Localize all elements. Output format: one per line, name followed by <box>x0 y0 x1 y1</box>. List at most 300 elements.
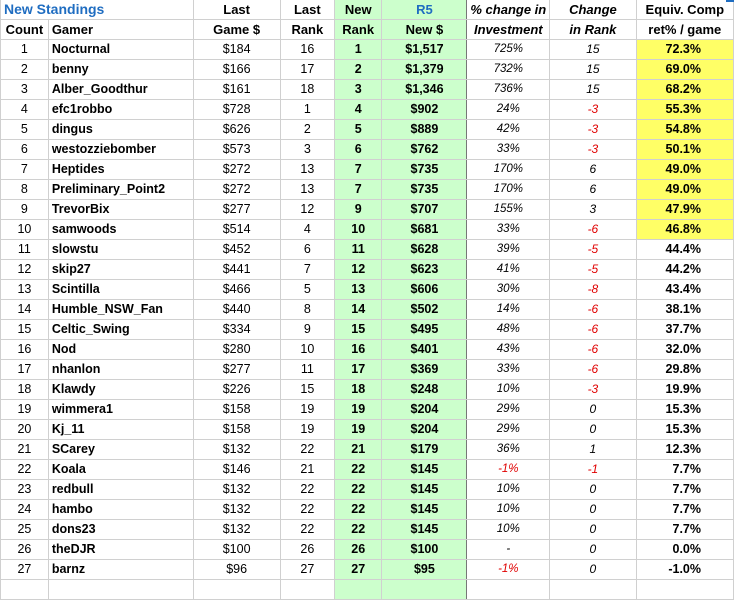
table-row <box>1 500 734 520</box>
cell-last-game: $573 <box>193 140 280 160</box>
cell-last-rank: 1 <box>280 100 334 120</box>
cell-new-rank: 3 <box>334 80 382 100</box>
cell-gamer: Klawdy <box>48 380 193 400</box>
cell-equiv: 54.8% <box>636 120 733 140</box>
cell-count: 2 <box>1 60 49 80</box>
empty-cell <box>48 580 193 600</box>
cell-new-money: $1,517 <box>382 40 467 60</box>
table-row <box>1 340 734 360</box>
cell-count: 20 <box>1 420 49 440</box>
cell-gamer: Celtic_Swing <box>48 320 193 340</box>
cell-change-rank: -3 <box>550 140 636 160</box>
cell-last-rank: 22 <box>280 480 334 500</box>
table-row <box>1 300 734 320</box>
cell-gamer: Nod <box>48 340 193 360</box>
header-last-game-line2: Game $ <box>193 20 280 40</box>
cell-last-rank: 17 <box>280 60 334 80</box>
table-row <box>1 440 734 460</box>
cell-count: 12 <box>1 260 49 280</box>
cell-change-rank: -3 <box>550 380 636 400</box>
cell-count: 5 <box>1 120 49 140</box>
cell-last-rank: 4 <box>280 220 334 240</box>
empty-cell <box>1 580 49 600</box>
header-last-rank-line1: Last <box>280 0 334 20</box>
cell-new-rank: 10 <box>334 220 382 240</box>
cell-gamer: Heptides <box>48 160 193 180</box>
cell-new-rank: 11 <box>334 240 382 260</box>
table-row <box>1 180 734 200</box>
header-pct-change-line1: % change in <box>467 0 550 20</box>
cell-count: 19 <box>1 400 49 420</box>
table-row <box>1 380 734 400</box>
cell-new-money: $145 <box>382 500 467 520</box>
cell-new-money: $145 <box>382 460 467 480</box>
cell-new-money: $179 <box>382 440 467 460</box>
cell-last-game: $441 <box>193 260 280 280</box>
cell-new-rank: 15 <box>334 320 382 340</box>
cell-change-rank: 3 <box>550 200 636 220</box>
cell-new-rank: 22 <box>334 480 382 500</box>
cell-new-rank: 26 <box>334 540 382 560</box>
header-row-2 <box>1 20 734 40</box>
cell-change-rank: 0 <box>550 400 636 420</box>
cell-equiv: 7.7% <box>636 500 733 520</box>
header-new-rank-line2: Rank <box>334 20 382 40</box>
table-row <box>1 280 734 300</box>
cell-new-rank: 19 <box>334 400 382 420</box>
cell-gamer: dingus <box>48 120 193 140</box>
cell-count: 14 <box>1 300 49 320</box>
cell-pct-change: 725% <box>467 40 550 60</box>
cell-equiv: 19.9% <box>636 380 733 400</box>
cell-last-game: $158 <box>193 400 280 420</box>
table-row <box>1 560 734 580</box>
cell-new-rank: 22 <box>334 460 382 480</box>
header-row-1 <box>1 0 734 20</box>
cell-new-money: $762 <box>382 140 467 160</box>
cell-last-game: $146 <box>193 460 280 480</box>
cell-new-rank: 14 <box>334 300 382 320</box>
table-row <box>1 60 734 80</box>
cell-last-game: $272 <box>193 160 280 180</box>
cell-last-rank: 3 <box>280 140 334 160</box>
cell-new-rank: 13 <box>334 280 382 300</box>
table-row <box>1 360 734 380</box>
cell-pct-change: 33% <box>467 360 550 380</box>
cell-pct-change: -1% <box>467 460 550 480</box>
header-last-game-line1: Last <box>193 0 280 20</box>
cell-last-rank: 27 <box>280 560 334 580</box>
cell-new-money: $401 <box>382 340 467 360</box>
cell-gamer: Kj_11 <box>48 420 193 440</box>
cell-new-money: $495 <box>382 320 467 340</box>
cell-change-rank: 6 <box>550 160 636 180</box>
cell-change-rank: 0 <box>550 480 636 500</box>
cell-equiv: 37.7% <box>636 320 733 340</box>
table-row <box>1 540 734 560</box>
cell-change-rank: 0 <box>550 420 636 440</box>
cell-new-money: $145 <box>382 480 467 500</box>
cell-change-rank: 15 <box>550 80 636 100</box>
cell-new-money: $1,346 <box>382 80 467 100</box>
cell-new-rank: 27 <box>334 560 382 580</box>
cell-change-rank: -6 <box>550 360 636 380</box>
cell-count: 7 <box>1 160 49 180</box>
cell-last-game: $280 <box>193 340 280 360</box>
cell-pct-change: 732% <box>467 60 550 80</box>
empty-cell <box>636 580 733 600</box>
cell-equiv: 72.3% <box>636 40 733 60</box>
cell-count: 11 <box>1 240 49 260</box>
cell-change-rank: 1 <box>550 440 636 460</box>
cell-change-rank: -3 <box>550 120 636 140</box>
cell-last-rank: 18 <box>280 80 334 100</box>
table-row <box>1 220 734 240</box>
table-row <box>1 120 734 140</box>
cell-pct-change: 33% <box>467 220 550 240</box>
cell-last-game: $132 <box>193 440 280 460</box>
cell-last-game: $452 <box>193 240 280 260</box>
cell-pct-change: 42% <box>467 120 550 140</box>
cell-last-rank: 26 <box>280 540 334 560</box>
blue-corner-accent <box>726 0 734 2</box>
table-row <box>1 480 734 500</box>
cell-gamer: theDJR <box>48 540 193 560</box>
cell-new-money: $707 <box>382 200 467 220</box>
header-change-rank-line1: Change <box>550 0 636 20</box>
cell-last-rank: 22 <box>280 500 334 520</box>
cell-gamer: nhanlon <box>48 360 193 380</box>
cell-gamer: Koala <box>48 460 193 480</box>
cell-last-game: $514 <box>193 220 280 240</box>
cell-change-rank: 15 <box>550 40 636 60</box>
cell-new-money: $623 <box>382 260 467 280</box>
table-row <box>1 80 734 100</box>
empty-cell <box>280 580 334 600</box>
cell-gamer: SCarey <box>48 440 193 460</box>
cell-new-money: $145 <box>382 520 467 540</box>
cell-last-rank: 5 <box>280 280 334 300</box>
cell-new-money: $369 <box>382 360 467 380</box>
cell-equiv: 44.2% <box>636 260 733 280</box>
cell-pct-change: 43% <box>467 340 550 360</box>
cell-new-money: $1,379 <box>382 60 467 80</box>
table-row <box>1 160 734 180</box>
table-row <box>1 260 734 280</box>
cell-new-money: $628 <box>382 240 467 260</box>
cell-equiv: 49.0% <box>636 180 733 200</box>
cell-gamer: Preliminary_Point2 <box>48 180 193 200</box>
empty-cell <box>334 580 382 600</box>
cell-new-rank: 9 <box>334 200 382 220</box>
table-title: New Standings <box>1 0 194 20</box>
cell-count: 21 <box>1 440 49 460</box>
cell-equiv: 43.4% <box>636 280 733 300</box>
cell-change-rank: -8 <box>550 280 636 300</box>
cell-last-game: $100 <box>193 540 280 560</box>
cell-change-rank: -6 <box>550 220 636 240</box>
cell-last-rank: 19 <box>280 400 334 420</box>
cell-pct-change: 29% <box>467 400 550 420</box>
cell-last-rank: 8 <box>280 300 334 320</box>
cell-last-game: $440 <box>193 300 280 320</box>
cell-change-rank: 0 <box>550 520 636 540</box>
cell-pct-change: 10% <box>467 380 550 400</box>
cell-pct-change: 29% <box>467 420 550 440</box>
empty-cell <box>382 580 467 600</box>
cell-gamer: benny <box>48 60 193 80</box>
empty-row <box>1 580 734 600</box>
cell-pct-change: - <box>467 540 550 560</box>
cell-pct-change: 36% <box>467 440 550 460</box>
cell-last-game: $166 <box>193 60 280 80</box>
cell-last-game: $277 <box>193 200 280 220</box>
cell-change-rank: -6 <box>550 300 636 320</box>
cell-new-rank: 7 <box>334 180 382 200</box>
header-r5-line1: R5 <box>382 0 467 20</box>
cell-last-game: $728 <box>193 100 280 120</box>
cell-count: 13 <box>1 280 49 300</box>
cell-change-rank: 0 <box>550 540 636 560</box>
cell-pct-change: 155% <box>467 200 550 220</box>
cell-last-game: $626 <box>193 120 280 140</box>
cell-change-rank: -3 <box>550 100 636 120</box>
cell-last-rank: 19 <box>280 420 334 440</box>
cell-last-game: $184 <box>193 40 280 60</box>
cell-new-money: $204 <box>382 420 467 440</box>
cell-count: 24 <box>1 500 49 520</box>
header-last-rank-line2: Rank <box>280 20 334 40</box>
cell-last-rank: 12 <box>280 200 334 220</box>
table-row <box>1 100 734 120</box>
cell-equiv: 44.4% <box>636 240 733 260</box>
cell-count: 23 <box>1 480 49 500</box>
cell-equiv: 68.2% <box>636 80 733 100</box>
cell-count: 16 <box>1 340 49 360</box>
cell-gamer: hambo <box>48 500 193 520</box>
cell-gamer: Nocturnal <box>48 40 193 60</box>
header-new-rank-line1: New <box>334 0 382 20</box>
cell-last-rank: 16 <box>280 40 334 60</box>
cell-count: 18 <box>1 380 49 400</box>
table-row <box>1 240 734 260</box>
cell-equiv: 46.8% <box>636 220 733 240</box>
cell-pct-change: 14% <box>467 300 550 320</box>
cell-count: 9 <box>1 200 49 220</box>
header-equiv-line1: Equiv. Comp <box>636 0 733 20</box>
cell-pct-change: 170% <box>467 180 550 200</box>
cell-new-rank: 17 <box>334 360 382 380</box>
cell-pct-change: -1% <box>467 560 550 580</box>
cell-last-game: $226 <box>193 380 280 400</box>
cell-pct-change: 48% <box>467 320 550 340</box>
cell-change-rank: -5 <box>550 260 636 280</box>
empty-cell <box>550 580 636 600</box>
cell-pct-change: 10% <box>467 480 550 500</box>
cell-pct-change: 24% <box>467 100 550 120</box>
header-equiv-line2: ret% / game <box>636 20 733 40</box>
cell-gamer: redbull <box>48 480 193 500</box>
header-gamer: Gamer <box>48 20 193 40</box>
cell-new-rank: 1 <box>334 40 382 60</box>
cell-new-rank: 12 <box>334 260 382 280</box>
cell-last-game: $132 <box>193 480 280 500</box>
cell-equiv: 38.1% <box>636 300 733 320</box>
table-row <box>1 460 734 480</box>
table-row <box>1 320 734 340</box>
cell-last-game: $132 <box>193 520 280 540</box>
cell-equiv: 0.0% <box>636 540 733 560</box>
cell-equiv: -1.0% <box>636 560 733 580</box>
cell-last-game: $272 <box>193 180 280 200</box>
cell-pct-change: 10% <box>467 520 550 540</box>
cell-last-rank: 10 <box>280 340 334 360</box>
empty-cell <box>467 580 550 600</box>
cell-new-rank: 21 <box>334 440 382 460</box>
cell-last-rank: 6 <box>280 240 334 260</box>
cell-gamer: Alber_Goodthur <box>48 80 193 100</box>
cell-equiv: 47.9% <box>636 200 733 220</box>
cell-count: 15 <box>1 320 49 340</box>
cell-new-rank: 18 <box>334 380 382 400</box>
cell-equiv: 7.7% <box>636 520 733 540</box>
cell-gamer: dons23 <box>48 520 193 540</box>
cell-last-game: $161 <box>193 80 280 100</box>
cell-gamer: Humble_NSW_Fan <box>48 300 193 320</box>
cell-last-game: $334 <box>193 320 280 340</box>
cell-pct-change: 10% <box>467 500 550 520</box>
table-row <box>1 420 734 440</box>
cell-new-money: $902 <box>382 100 467 120</box>
cell-new-money: $681 <box>382 220 467 240</box>
empty-cell <box>193 580 280 600</box>
cell-last-game: $277 <box>193 360 280 380</box>
cell-count: 17 <box>1 360 49 380</box>
cell-last-rank: 13 <box>280 160 334 180</box>
cell-change-rank: 15 <box>550 60 636 80</box>
cell-gamer: slowstu <box>48 240 193 260</box>
header-pct-change-line2: Investment <box>467 20 550 40</box>
cell-last-rank: 11 <box>280 360 334 380</box>
cell-change-rank: -6 <box>550 320 636 340</box>
cell-count: 8 <box>1 180 49 200</box>
cell-last-rank: 21 <box>280 460 334 480</box>
cell-change-rank: -1 <box>550 460 636 480</box>
cell-pct-change: 41% <box>467 260 550 280</box>
cell-last-rank: 7 <box>280 260 334 280</box>
cell-equiv: 49.0% <box>636 160 733 180</box>
cell-pct-change: 33% <box>467 140 550 160</box>
cell-new-money: $889 <box>382 120 467 140</box>
cell-new-rank: 6 <box>334 140 382 160</box>
cell-change-rank: -6 <box>550 340 636 360</box>
cell-equiv: 7.7% <box>636 480 733 500</box>
cell-new-rank: 2 <box>334 60 382 80</box>
cell-new-money: $248 <box>382 380 467 400</box>
cell-count: 3 <box>1 80 49 100</box>
cell-new-money: $735 <box>382 160 467 180</box>
table-row <box>1 140 734 160</box>
header-change-rank-line2: in Rank <box>550 20 636 40</box>
cell-change-rank: -5 <box>550 240 636 260</box>
cell-change-rank: 0 <box>550 500 636 520</box>
cell-equiv: 29.8% <box>636 360 733 380</box>
cell-gamer: skip27 <box>48 260 193 280</box>
cell-gamer: wimmera1 <box>48 400 193 420</box>
cell-new-rank: 19 <box>334 420 382 440</box>
cell-new-money: $100 <box>382 540 467 560</box>
cell-gamer: TrevorBix <box>48 200 193 220</box>
cell-pct-change: 170% <box>467 160 550 180</box>
cell-new-money: $735 <box>382 180 467 200</box>
cell-change-rank: 0 <box>550 560 636 580</box>
cell-gamer: Scintilla <box>48 280 193 300</box>
cell-count: 25 <box>1 520 49 540</box>
table-row <box>1 40 734 60</box>
cell-new-rank: 5 <box>334 120 382 140</box>
cell-count: 10 <box>1 220 49 240</box>
table-row <box>1 400 734 420</box>
cell-new-rank: 22 <box>334 500 382 520</box>
cell-last-rank: 22 <box>280 440 334 460</box>
table-row <box>1 200 734 220</box>
cell-new-money: $95 <box>382 560 467 580</box>
cell-count: 22 <box>1 460 49 480</box>
cell-new-money: $204 <box>382 400 467 420</box>
cell-new-money: $502 <box>382 300 467 320</box>
cell-equiv: 7.7% <box>636 460 733 480</box>
cell-new-rank: 7 <box>334 160 382 180</box>
cell-pct-change: 39% <box>467 240 550 260</box>
cell-equiv: 15.3% <box>636 420 733 440</box>
cell-equiv: 50.1% <box>636 140 733 160</box>
cell-last-game: $96 <box>193 560 280 580</box>
cell-gamer: westozziebomber <box>48 140 193 160</box>
header-r5-line2: New $ <box>382 20 467 40</box>
cell-new-money: $606 <box>382 280 467 300</box>
header-count: Count <box>1 20 49 40</box>
cell-new-rank: 16 <box>334 340 382 360</box>
cell-change-rank: 6 <box>550 180 636 200</box>
cell-new-rank: 22 <box>334 520 382 540</box>
cell-gamer: samwoods <box>48 220 193 240</box>
cell-gamer: efc1robbo <box>48 100 193 120</box>
table-row <box>1 520 734 540</box>
cell-gamer: barnz <box>48 560 193 580</box>
cell-equiv: 12.3% <box>636 440 733 460</box>
cell-last-rank: 22 <box>280 520 334 540</box>
cell-count: 6 <box>1 140 49 160</box>
cell-equiv: 69.0% <box>636 60 733 80</box>
cell-last-game: $158 <box>193 420 280 440</box>
cell-equiv: 55.3% <box>636 100 733 120</box>
cell-last-game: $466 <box>193 280 280 300</box>
cell-count: 27 <box>1 560 49 580</box>
cell-pct-change: 736% <box>467 80 550 100</box>
cell-count: 1 <box>1 40 49 60</box>
cell-count: 26 <box>1 540 49 560</box>
cell-last-rank: 15 <box>280 380 334 400</box>
cell-last-game: $132 <box>193 500 280 520</box>
cell-count: 4 <box>1 100 49 120</box>
cell-last-rank: 2 <box>280 120 334 140</box>
cell-pct-change: 30% <box>467 280 550 300</box>
cell-new-rank: 4 <box>334 100 382 120</box>
cell-last-rank: 9 <box>280 320 334 340</box>
cell-equiv: 15.3% <box>636 400 733 420</box>
cell-equiv: 32.0% <box>636 340 733 360</box>
cell-last-rank: 13 <box>280 180 334 200</box>
